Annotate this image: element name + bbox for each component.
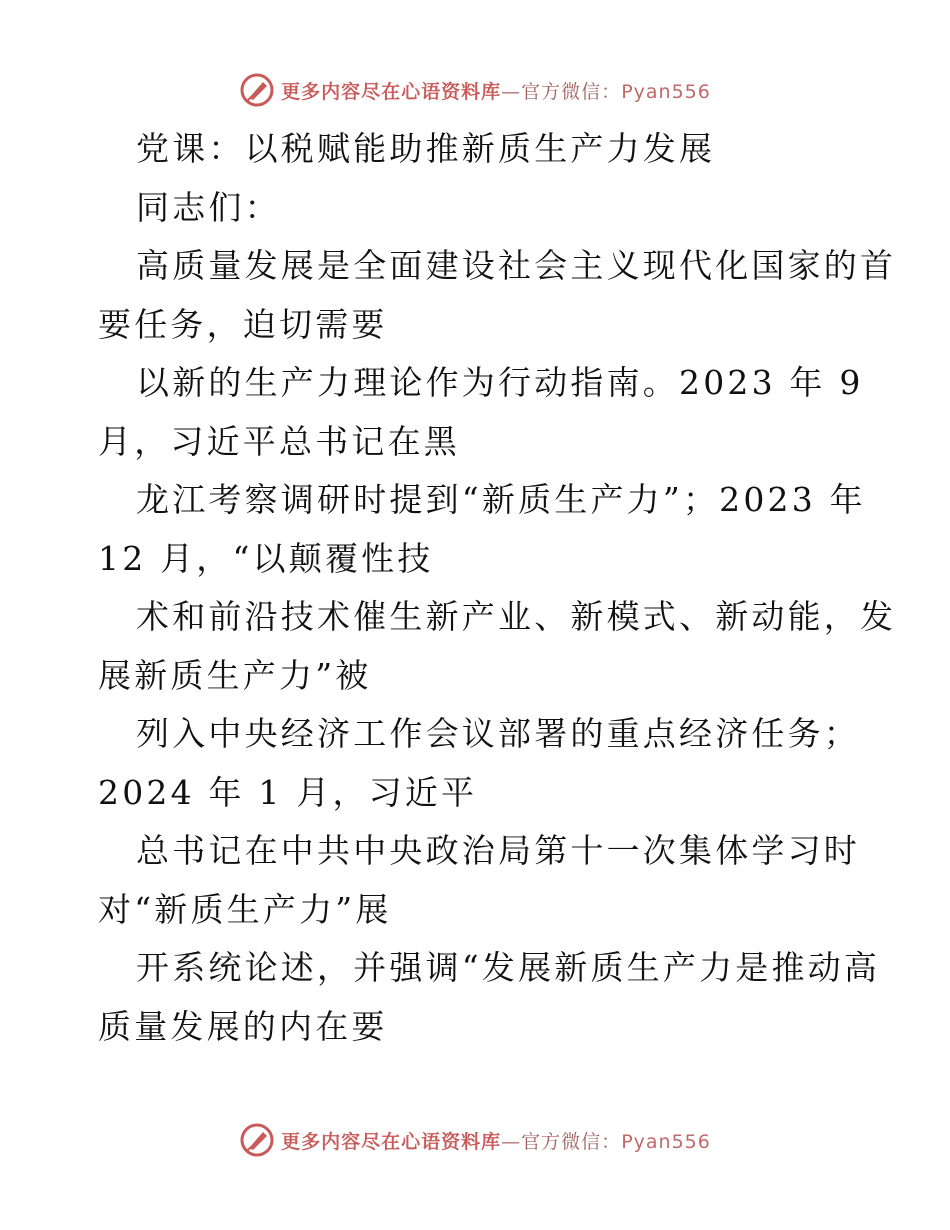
text-line: 以新的生产力理论作为行动指南。2023 年 9: [136, 363, 864, 402]
text-line: 月，习近平总书记在黑: [98, 421, 460, 461]
watermark-text: 更多内容尽在心语资料库—官方微信：Pyan556: [281, 1130, 711, 1153]
text-line: 要任务，迫切需要: [98, 304, 388, 344]
text-line: 对“新质生产力”展: [98, 889, 392, 929]
salutation: 同志们：: [136, 187, 281, 227]
watermark-text: 更多内容尽在心语资料库—官方微信：Pyan556: [281, 80, 711, 103]
document-title: 党课：以税赋能助推新质生产力发展: [136, 129, 716, 168]
document-body: [98, 120, 897, 1056]
footer-watermark: [0, 1120, 950, 1160]
pen-logo-icon: [239, 1122, 275, 1158]
text-line: 开系统论述，并强调“发展新质生产力是推动高: [136, 948, 881, 987]
text-line: 总书记在中共中央政治局第十一次集体学习时: [136, 831, 860, 870]
pen-logo-icon: [239, 72, 275, 108]
header-watermark: [0, 70, 950, 110]
text-line: 展新质生产力”被: [98, 655, 372, 695]
text-line: 2024 年 1 月，习近平: [98, 772, 478, 812]
text-line: 12 月，“以颠覆性技: [98, 538, 434, 578]
text-line: 质量发展的内在要: [98, 1006, 388, 1046]
text-line: 龙江考察调研时提到“新质生产力”；2023 年: [136, 480, 866, 519]
text-line: 高质量发展是全面建设社会主义现代化国家的首: [136, 246, 897, 285]
text-line: 术和前沿技术催生新产业、新模式、新动能，发: [136, 597, 897, 636]
text-line: 列入中央经济工作会议部署的重点经济任务；: [136, 714, 860, 753]
